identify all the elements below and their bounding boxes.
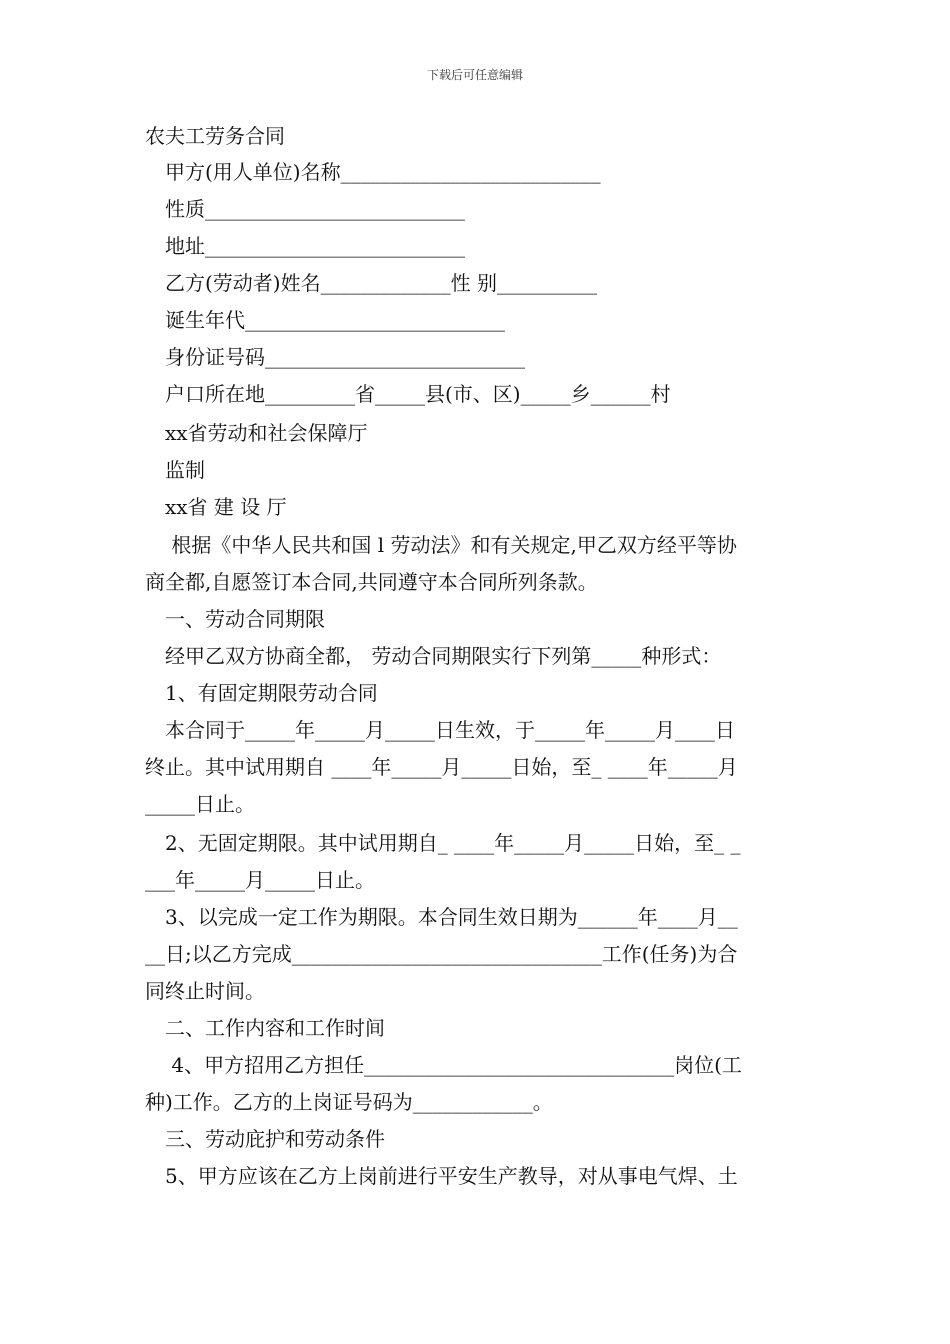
clause-2-line-2: ___年_____月_____日止。 <box>145 868 375 892</box>
section-2-heading: 二、工作内容和工作时间 <box>165 1016 385 1040</box>
document-title: 农夫工劳务合同 <box>145 124 285 148</box>
clause-4-line-1: 4、甲方招用乙方担任_______________________________岗位(工 <box>165 1053 742 1077</box>
household-line: 户口所在地_________省_____县(市、区)_____乡______村 <box>165 382 671 406</box>
clause-1-line-3: _____日止。 <box>145 792 255 816</box>
clause-1-line-2: 终止。其中试用期自 ____年_____月_____日始，至_ ____年_____月 <box>145 755 738 779</box>
section-3-heading: 三、劳动庇护和劳动条件 <box>165 1127 385 1151</box>
clause-4-line-2: 种)工作。乙方的上岗证号码为____________。 <box>145 1090 553 1114</box>
term-form-line: 经甲乙双方协商全都， 劳动合同期限实行下列第_____种形式： <box>165 644 722 668</box>
birth-year-line: 诞生年代__________________________ <box>165 308 505 332</box>
clause-3-line-1: 3、以完成一定工作为期限。本合同生效日期为______年____月__ <box>165 905 738 929</box>
preamble-line-1: 根据《中华人民共和国 l 劳动法》和有关规定,甲乙双方经平等协 <box>165 533 737 557</box>
preamble-line-2: 商全都,自愿签订本合同,共同遵守本合同所列条款。 <box>145 570 598 594</box>
section-1-heading: 一、劳动合同期限 <box>165 607 325 631</box>
clause-2-line-1: 2、无固定期限。其中试用期自_ ____年_____月_____日始，至_ _ <box>165 831 741 855</box>
page-header-note: 下载后可任意编辑 <box>426 68 523 82</box>
issuer-line-2: 监制 <box>165 458 205 482</box>
clause-3-line-3: 同终止时间。 <box>145 979 265 1003</box>
nature-line: 性质__________________________ <box>165 197 465 221</box>
party-b-name-line: 乙方(劳动者)姓名_____________性 别__________ <box>165 271 597 295</box>
clause-1-heading: 1、有固定期限劳动合同 <box>165 681 378 705</box>
issuer-line-3: xx省 建 设 厅 <box>165 495 287 519</box>
address-line: 地址__________________________ <box>165 234 465 258</box>
party-a-name-line: 甲方(用人单位)名称__________________________ <box>165 160 601 184</box>
clause-3-line-2: __日;以乙方完成_______________________________工作(任务)为合 <box>145 942 738 966</box>
clause-1-line-1: 本合同于_____年_____月_____日生效，于_____年_____月____日 <box>165 718 735 742</box>
issuer-line-1: xx省劳动和社会保障厅 <box>165 421 368 445</box>
id-number-line: 身份证号码__________________________ <box>165 345 525 369</box>
clause-5-line-1: 5、甲方应该在乙方上岗前进行平安生产教导，对从事电气焊、土 <box>165 1164 738 1188</box>
